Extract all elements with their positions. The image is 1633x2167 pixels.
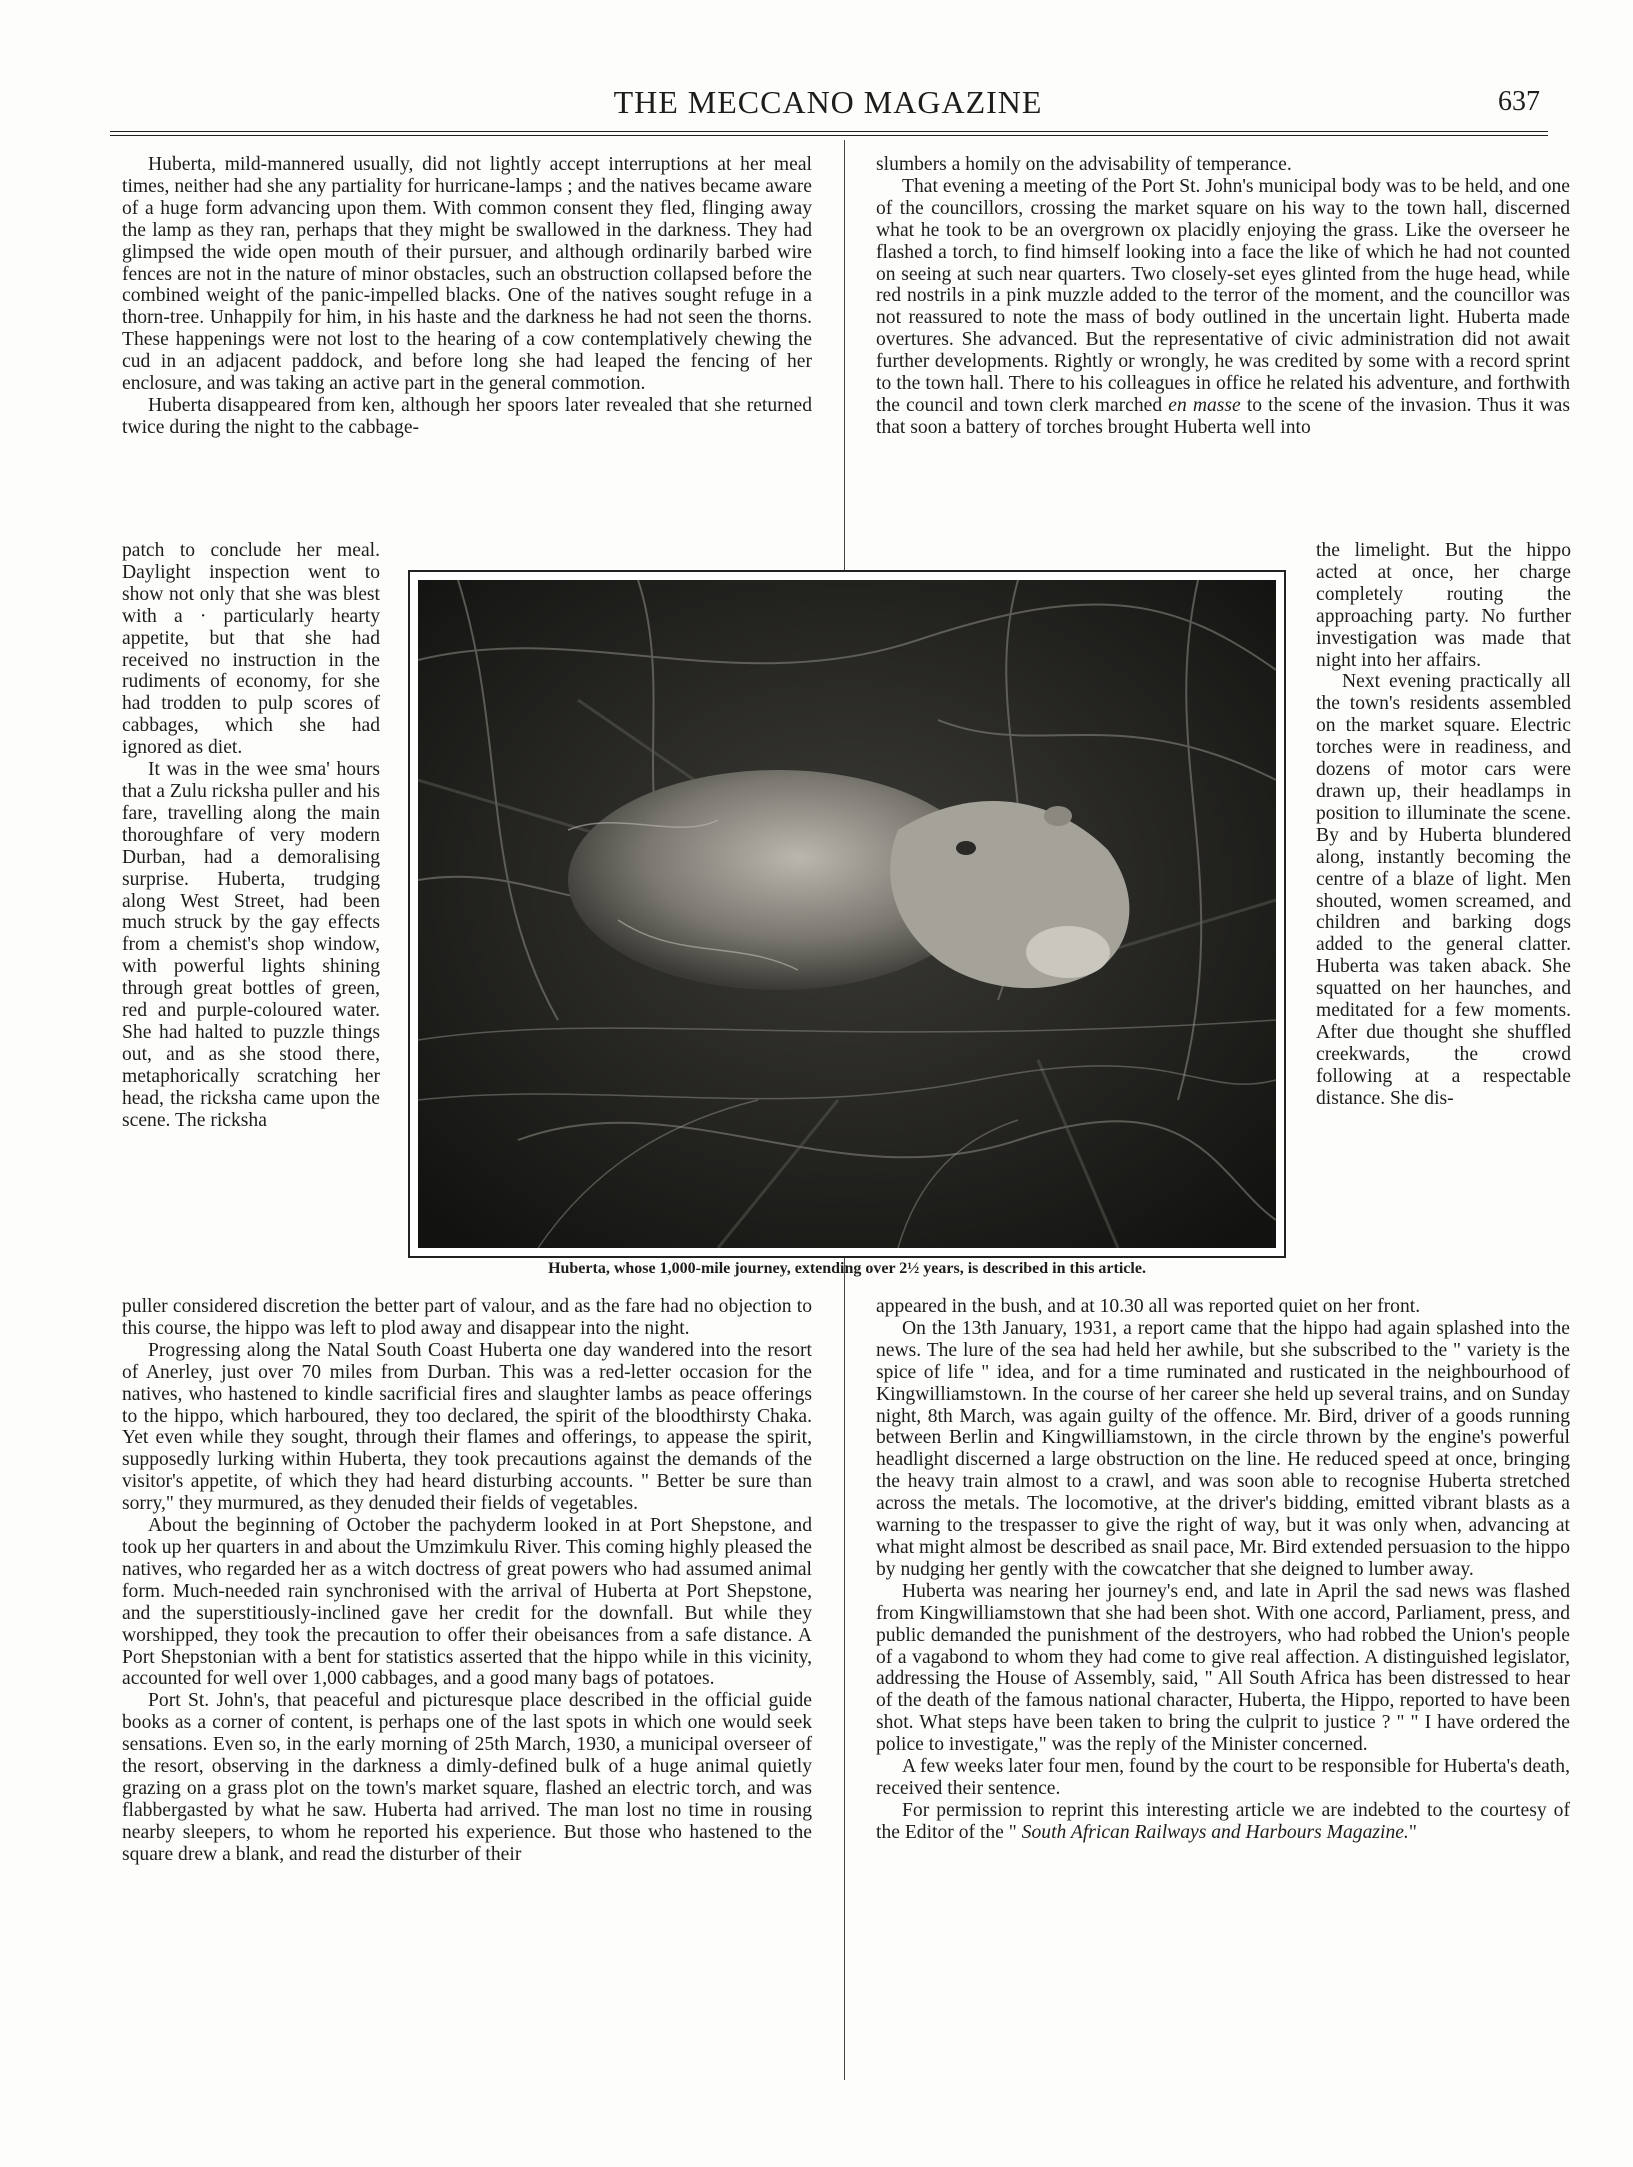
paragraph: It was in the wee sma' hours that a Zulu ricksha puller and his fare, travelling along the main thoroughfare of very modern Durban, had a demoralising surprise. Huberta, trudging along West Street, had been much struck by the gay effects from a chemist's shop window, with powerful lights shining through great bottles of green, red and purple-coloured water. She had halted to puzzle things out, and as she stood there, metaphorically scratching her head, the ricksha came upon the scene. The ricksha	[122, 759, 380, 1131]
photo-frame	[408, 570, 1286, 1258]
paragraph: puller considered discretion the better part of valour, and as the fare had no objection to this course, the hippo was left to plod away and disappear into the night.	[122, 1296, 812, 1339]
left-column-top	[122, 154, 812, 439]
paragraph: appeared in the bush, and at 10.30 all was reported quiet on her front.	[876, 1296, 1421, 1317]
paragraph: Progressing along the Natal South Coast Huberta one day wandered into the resort of Anerley, just over 70 miles from Durban. This was a red-letter occasion for the natives, who hastened to kindle sacrificial fires and slaughter lambs as peace offerings to the hippo, which harboured, they too declared, the spirit of the bloodthirsty Chaka. Yet even while they sought, through their flames and offerings, to appease the spirit, supposedly lurking within Huberta, they took precautions against the demands of the visitor's appetite, of which they had heard disturbing accounts. " Better be sure than sorry," they murmured, as they denuded their fields of vegetables.	[122, 1339, 812, 1515]
right-column-top	[876, 154, 1570, 439]
paragraph: About the beginning of October the pachyderm looked in at Port Shepstone, and took up her quarters in and about the Umzimkulu River. This coming highly pleased the natives, who regarded her as a witch doctress of great powers who had assumed animal form. Much-needed rain synchronised with the arrival of Huberta at Port Shepstone, and the superstitiously-inclined gave her credit for the downfall. But while they worshipped, they took the precaution to offer their obeisances from a safe distance. A Port Shepstonian with a bent for statistics asserted that the hippo while in this vicinity, accounted for well over 1,000 cabbages, and a good many bags of potatoes.	[122, 1515, 812, 1690]
paragraph: For permission to reprint this interesting article we are indebted to the courtesy of the Editor of the " South African Railways and Harbours Magazine."	[876, 1799, 1570, 1843]
header-rule-top	[110, 131, 1548, 132]
hippo-photo	[418, 580, 1276, 1248]
right-column-bottom	[876, 1296, 1570, 1844]
left-column-bottom	[122, 1296, 812, 1866]
paragraph: Huberta disappeared from ken, although her spoors later revealed that she returned twice during the night to the cabbage-	[122, 394, 812, 438]
magazine-title: THE MECCANO MAGAZINE	[613, 84, 1043, 120]
paragraph: Port St. John's, that peaceful and picturesque place described in the official guide books as a corner of content, is perhaps one of the last spots in which one would seek sensations. Even so, in the early morning of 25th March, 1930, a municipal overseer of the resort, observing in the darkness a dimly-defined bulk of a huge animal quietly grazing on a grass plot on the town's market square, flashed an electric torch, and was flabbergasted by what he saw. Huberta had arrived. The man lost no time in rousing nearby sleepers, to whom he reported his experience. But those who hastened to the square drew a blank, and read the disturber of their	[122, 1690, 812, 1865]
left-column-narrow	[122, 540, 380, 1131]
paragraph: A few weeks later four men, found by the court to be responsible for Huberta's death, received their sentence.	[876, 1756, 1570, 1799]
photo-caption: Huberta, whose 1,000-mile journey, extending over 2½ years, is described in this article.	[548, 1260, 1146, 1277]
paragraph: Huberta, mild-mannered usually, did not lightly accept interruptions at her meal times, neither had she any partiality for hurricane-lamps ; and the natives became aware of a huge form advancing upon them. With common consent they fled, flinging away the lamp as they ran, perhaps that they might be swallowed in the darkness. They had glimpsed the wide open mouth of their pursuer, and although ordinarily barbed wire fences are not in the nature of minor obstacles, such an obstruction collapsed before the combined weight of the panic-impelled blacks. One of the natives sought refuge in a thorn-tree. Unhappily for him, in his haste and the darkness he had not seen the thorns. These happenings were not lost to the hearing of a cow contemplatively chewing the cud in an adjacent paddock, and before long she had leaped the fencing of her enclosure, and was taking an active part in the general commotion.	[122, 154, 812, 395]
paragraph: That evening a meeting of the Port St. John's municipal body was to be held, and one of the councillors, crossing the market square on his way to the town hall, discerned what he took to be an overgrown ox placidly enjoying the grass. Like the overseer he flashed a torch, to find himself looking into a face the like of which he had not counted on seeing at such near quarters. Two closely-set eyes glinted from the huge head, while red nostrils in a pink muzzle added to the terror of the moment, and the councillor was not reassured to note the mass of body outlined in the uncertain light. Huberta made overtures. She advanced. But the representative of civic administration did not await further developments. Rightly or wrongly, he was credited by some with a record sprint to the town hall. There to his colleagues in office he related his adventure, and forthwith the council and town clerk marched en masse to the scene of the invasion. Thus it was that soon a battery of torches brought Huberta well into	[876, 175, 1570, 438]
paragraph: On the 13th January, 1931, a report came that the hippo had again splashed into the news. The lure of the sea had held her awhile, but she subscribed to the " variety is the spice of life " idea, and for a time ruminated and rusticated in the neighbourhood of Kingwilliamstown. In the course of her career she held up several trains, and on Sunday night, 8th March, was again guilty of the offence. Mr. Bird, driver of a goods running between Berlin and Kingwilliamstown, in the circle thrown by the engine's powerful headlight discerned a large obstruction on the line. He reduced speed at once, bringing the heavy train almost to a crawl, and was soon able to recognise Huberta stretched across the metals. The locomotive, at the driver's bidding, emitted vibrant blasts as a warning to the trespasser to give the right of way, but it was only when, advancing at what might almost be described as snail pace, Mr. Bird extended persuasion to the hippo by nudging her gently with the cowcatcher that she deigned to lumber away.	[876, 1317, 1570, 1580]
paragraph: the limelight. But the hippo acted at once, her charge completely routing the approaching party. No further investigation was made that night into her affairs.	[1316, 540, 1571, 671]
right-column-narrow	[1316, 540, 1571, 1110]
paragraph: slumbers a homily on the advisability of temperance.	[876, 154, 1292, 175]
paragraph: patch to conclude her meal. Daylight inspection went to show not only that she was blest with a · particularly hearty appetite, but that she had received no instruction in the rudiments of economy, for she had trodden to pulp scores of cabbages, which she had ignored as diet.	[122, 540, 380, 759]
page-number: 637	[1498, 86, 1540, 117]
page-header	[108, 82, 1548, 132]
header-rule-bottom	[110, 135, 1548, 136]
hippo-in-bush-image	[418, 580, 1276, 1248]
paragraph: Huberta was nearing her journey's end, and late in April the sad news was flashed from Kingwilliamstown that she had been shot. With one accord, Parliament, press, and public demanded the punishment of the destroyers, who had robbed the Union's people of a vagabond to whom they had come to give real affection. A distinguished legislator, addressing the House of Assembly, said, " All South Africa has been distressed to hear of the death of the famous national character, Huberta, the Hippo, reported to have been shot. What steps have been taken to bring the culprit to justice ? " " I have ordered the police to investigate," was the reply of the Minister concerned.	[876, 1580, 1570, 1756]
paragraph: Next evening practically all the town's residents assembled on the market square. Electric torches were in readiness, and dozens of motor cars were drawn up, their headlamps in position to illuminate the scene. By and by Huberta blundered along, instantly becoming the centre of a blaze of light. Men shouted, women screamed, and children and barking dogs added to the general clatter. Huberta was taken aback. She squatted on her haunches, and meditated for a few moments. After due thought she shuffled creekwards, the crowd following at a respectable distance. She dis-	[1316, 671, 1571, 1109]
